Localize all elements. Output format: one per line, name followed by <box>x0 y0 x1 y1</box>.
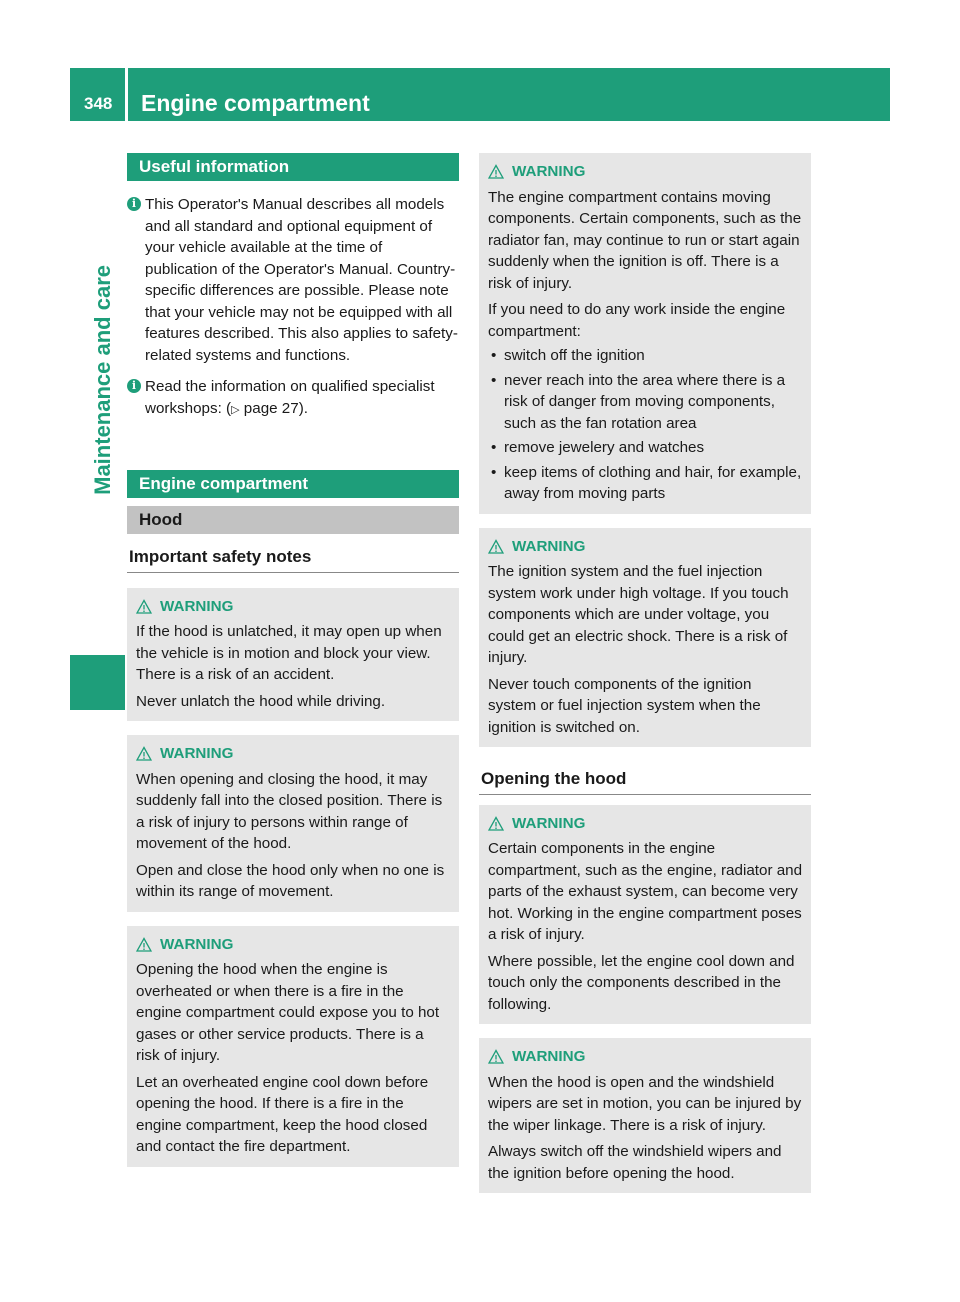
warning-text: If you need to do any work inside the engine compartment: <box>488 301 786 340</box>
warning-triangle-icon <box>136 599 152 614</box>
warning-box <box>127 588 459 722</box>
warning-triangle-icon <box>136 937 152 952</box>
info-note <box>127 194 459 366</box>
warning-box <box>127 735 459 912</box>
list-item: • keep items of clothing and hair, for example, away from moving parts <box>488 462 803 505</box>
list-item: • switch off the ignition <box>488 345 803 367</box>
info-icon: i <box>127 197 141 211</box>
info-note-text: Read the information on qualified specialist workshops: ( <box>145 378 435 417</box>
warning-title: WARNING <box>136 596 451 618</box>
warning-title: WARNING <box>136 743 451 765</box>
info-icon: i <box>127 379 141 393</box>
side-section-label-text: Maintenance and care <box>90 265 115 495</box>
hood-heading: Hood <box>127 506 459 534</box>
warning-title: WARNING <box>488 813 803 835</box>
warning-title: WARNING <box>488 536 803 558</box>
warning-box <box>127 926 459 1167</box>
warning-title: WARNING <box>488 1046 803 1068</box>
warning-text: Never unlatch the hood while driving. <box>136 692 386 710</box>
warning-triangle-icon <box>136 746 152 761</box>
warning-title: WARNING <box>488 161 803 183</box>
safety-notes-heading: Important safety notes <box>127 546 459 573</box>
left-column <box>127 153 459 1167</box>
warning-text: Let an overheated engine cool down before opening the hood. If there is a fire in the engine compartment, keep the hood closed and contact the fire department. <box>136 1073 429 1155</box>
warning-triangle-icon <box>488 164 504 179</box>
warning-box <box>479 528 811 748</box>
header-divider <box>125 68 128 121</box>
warning-title: WARNING <box>136 934 451 956</box>
list-item: • remove jewelery and watches <box>488 437 803 459</box>
page-number: 348 <box>84 94 113 113</box>
engine-compartment-heading: Engine compartment <box>127 470 459 498</box>
warning-text: Always switch off the windshield wipers and the ignition before opening the hood. <box>488 1143 782 1182</box>
warning-text: If the hood is unlatched, it may open up when the vehicle is in motion and block your view. There is a risk of an accident. <box>136 623 442 683</box>
right-column <box>479 153 811 1193</box>
arrow-right-icon: ▷ <box>231 403 240 416</box>
info-note-text: This Operator's Manual describes all models and all standard and optional equipment of your vehicle available at the time of publication of the Operator's Manual. Country-specific differences are possible. Please note that your vehicle may not be equipped with all features described. This also applies to safety-related systems and functions. <box>145 196 458 364</box>
warning-text: Opening the hood when the engine is overheated or when there is a fire in the engine compartment could expose you to hot gases or other service products. There is a risk of injury. <box>136 961 440 1064</box>
warning-triangle-icon <box>488 1049 504 1064</box>
warning-triangle-icon <box>488 539 504 554</box>
warning-text: Open and close the hood only when no one is within its range of movement. <box>136 861 445 900</box>
useful-info-heading: Useful information <box>127 153 459 181</box>
opening-hood-heading: Opening the hood <box>479 768 811 795</box>
list-item: • never reach into the area where there is a risk of danger from moving components, such as the fan rotation area <box>488 370 803 435</box>
info-note <box>127 376 459 421</box>
side-section-label <box>84 110 122 650</box>
side-tab-marker <box>70 655 125 710</box>
warning-text: Certain components in the engine compartment, such as the engine, radiator and parts of the exhaust system, can become very hot. Working in the engine compartment poses a risk of injury. <box>488 840 803 943</box>
page-title: Engine compartment <box>141 90 370 116</box>
warning-box <box>479 153 811 514</box>
warning-box <box>479 805 811 1025</box>
warning-text: Where possible, let the engine cool down and touch only the components described in the following. <box>488 952 795 1013</box>
warning-text: Never touch components of the ignition system or fuel injection system when the ignition is switched on. <box>488 675 761 736</box>
warning-text: The engine compartment contains moving components. Certain components, such as the radiator fan, may continue to run or start again suddenly when the ignition is off. There is a risk of injury. <box>488 188 802 292</box>
warning-text: When opening and closing the hood, it may suddenly fall into the closed position. There is a risk of injury to persons within range of movement of the hood. <box>136 770 443 852</box>
warning-text: When the hood is open and the windshield wipers are set in motion, you can be injured by the wiper linkage. There is a risk of injury. <box>488 1073 802 1134</box>
warning-text: The ignition system and the fuel injection system work under high voltage. If you touch components which are under voltage, you could get an electric shock. There is a risk of injury. <box>488 563 789 666</box>
warning-box <box>479 1038 811 1193</box>
page-reference-link[interactable]: page 27). <box>243 399 308 417</box>
warning-triangle-icon <box>488 816 504 831</box>
